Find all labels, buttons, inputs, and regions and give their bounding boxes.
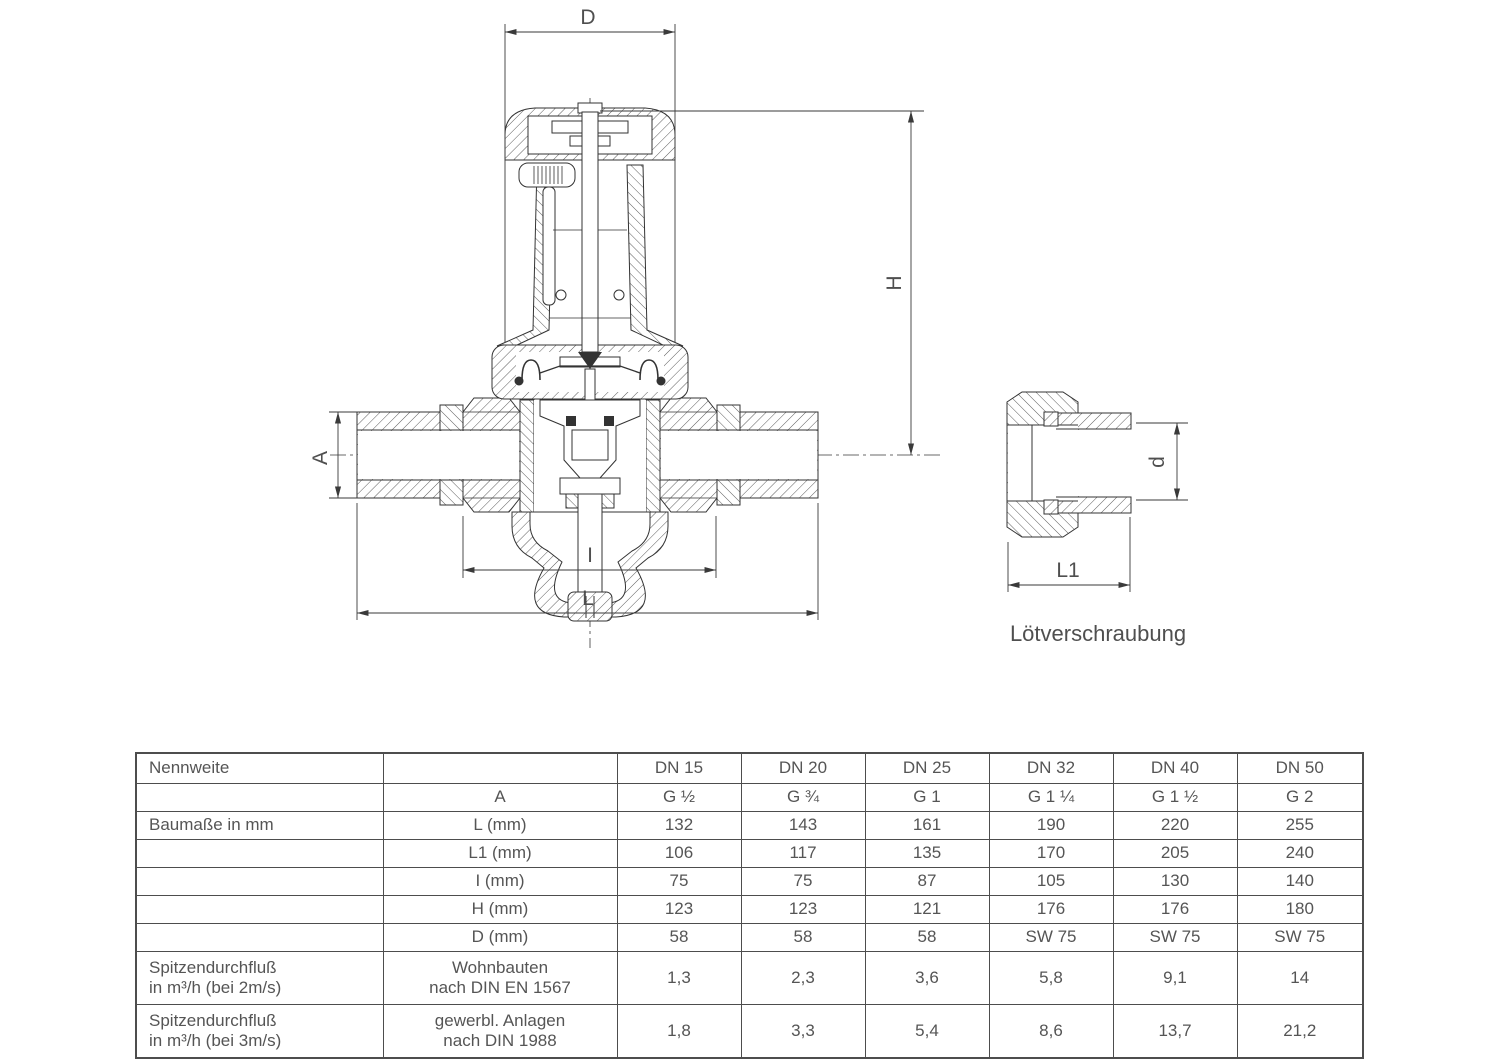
value-cell: 180 (1237, 896, 1363, 924)
col-header-dn-20: DN 20 (741, 753, 865, 784)
row-label-cell: D (mm) (383, 924, 617, 952)
dim-label-L: L (582, 587, 594, 610)
value-cell: 220 (1113, 812, 1237, 840)
value-cell: 8,6 (989, 1005, 1113, 1059)
row-label-cell: L (mm) (383, 812, 617, 840)
table-row (136, 896, 1363, 924)
union-view-caption: Lötverschraubung (1009, 621, 1187, 646)
stem-guide (578, 494, 602, 592)
value-cell: 123 (741, 896, 865, 924)
value-cell: 13,7 (1113, 1005, 1237, 1059)
body-wall-right (646, 400, 660, 512)
dim-label-I: I (587, 544, 593, 567)
value-cell: 117 (741, 840, 865, 868)
row-label-cell: H (mm) (383, 896, 617, 924)
value-cell: 161 (865, 812, 989, 840)
table-row (136, 1005, 1363, 1059)
value-cell: 106 (617, 840, 741, 868)
value-cell: G 1 ¼ (989, 784, 1113, 812)
value-cell: 58 (865, 924, 989, 952)
valve-seat (560, 478, 620, 494)
value-cell: 176 (989, 896, 1113, 924)
value-cell: G ½ (617, 784, 741, 812)
value-cell: 58 (741, 924, 865, 952)
col-header-dn-50: DN 50 (1237, 753, 1363, 784)
value-cell: 5,4 (865, 1005, 989, 1059)
value-cell: 14 (1237, 952, 1363, 1005)
row-label-cell: gewerbl. Anlagen nach DIN 1988 (383, 1005, 617, 1059)
value-cell: 3,6 (865, 952, 989, 1005)
value-cell: 140 (1237, 868, 1363, 896)
row-group-cell (136, 840, 383, 868)
value-cell: 1,3 (617, 952, 741, 1005)
table-row (136, 840, 1363, 868)
dim-label-A: A (309, 450, 332, 466)
value-cell: 75 (741, 868, 865, 896)
adjust-tube (543, 187, 555, 305)
row-group-cell (136, 924, 383, 952)
col-header-dn-15: DN 15 (617, 753, 741, 784)
value-cell: 58 (617, 924, 741, 952)
col-header-dn-32: DN 32 (989, 753, 1113, 784)
row-label-cell: L1 (mm) (383, 840, 617, 868)
value-cell: G ¾ (741, 784, 865, 812)
dim-label-H: H (883, 275, 906, 291)
value-cell: 130 (1113, 868, 1237, 896)
locking-ear (519, 163, 575, 187)
dim-label-L1: L1 (1056, 559, 1080, 582)
spec-table (135, 752, 1364, 1059)
value-cell: 21,2 (1237, 1005, 1363, 1059)
table-row (136, 812, 1363, 840)
value-cell: SW 75 (1113, 924, 1237, 952)
col-header-blank-1 (383, 753, 617, 784)
value-cell: 121 (865, 896, 989, 924)
value-cell: 1,8 (617, 1005, 741, 1059)
dim-label-d: d (1146, 456, 1169, 468)
value-cell: 135 (865, 840, 989, 868)
value-cell: 176 (1113, 896, 1237, 924)
value-cell: 9,1 (1113, 952, 1237, 1005)
value-cell: 87 (865, 868, 989, 896)
value-cell: 5,8 (989, 952, 1113, 1005)
row-group-cell (136, 896, 383, 924)
value-cell: SW 75 (1237, 924, 1363, 952)
value-cell: 105 (989, 868, 1113, 896)
value-cell: G 1 (865, 784, 989, 812)
value-cell: 255 (1237, 812, 1363, 840)
value-cell: G 1 ½ (1113, 784, 1237, 812)
row-label-cell: A (383, 784, 617, 812)
spec-table-head-row (136, 753, 1363, 784)
row-group-cell: Baumaße in mm (136, 812, 383, 840)
row-label-cell: I (mm) (383, 868, 617, 896)
row-group-cell: Spitzendurchfluß in m³/h (bei 3m/s) (136, 1005, 383, 1059)
spec-table-body (136, 784, 1363, 1059)
row-label-cell: Wohnbauten nach DIN EN 1567 (383, 952, 617, 1005)
table-row (136, 924, 1363, 952)
dim-label-D: D (580, 6, 596, 29)
table-row (136, 784, 1363, 812)
value-cell: 3,3 (741, 1005, 865, 1059)
row-group-cell (136, 868, 383, 896)
table-row (136, 868, 1363, 896)
value-cell: 205 (1113, 840, 1237, 868)
value-cell: 2,3 (741, 952, 865, 1005)
col-header-nennweite: Nennweite (136, 753, 383, 784)
col-header-dn-25: DN 25 (865, 753, 989, 784)
union-fitting-view (1007, 392, 1131, 537)
body-wall-left (520, 400, 534, 512)
value-cell: 143 (741, 812, 865, 840)
col-header-dn-40: DN 40 (1113, 753, 1237, 784)
value-cell: 132 (617, 812, 741, 840)
value-cell: G 2 (1237, 784, 1363, 812)
value-cell: 170 (989, 840, 1113, 868)
value-cell: SW 75 (989, 924, 1113, 952)
row-group-cell (136, 784, 383, 812)
value-cell: 75 (617, 868, 741, 896)
spindle (582, 112, 598, 352)
value-cell: 123 (617, 896, 741, 924)
table-row (136, 952, 1363, 1005)
row-group-cell: Spitzendurchfluß in m³/h (bei 2m/s) (136, 952, 383, 1005)
value-cell: 240 (1237, 840, 1363, 868)
value-cell: 190 (989, 812, 1113, 840)
